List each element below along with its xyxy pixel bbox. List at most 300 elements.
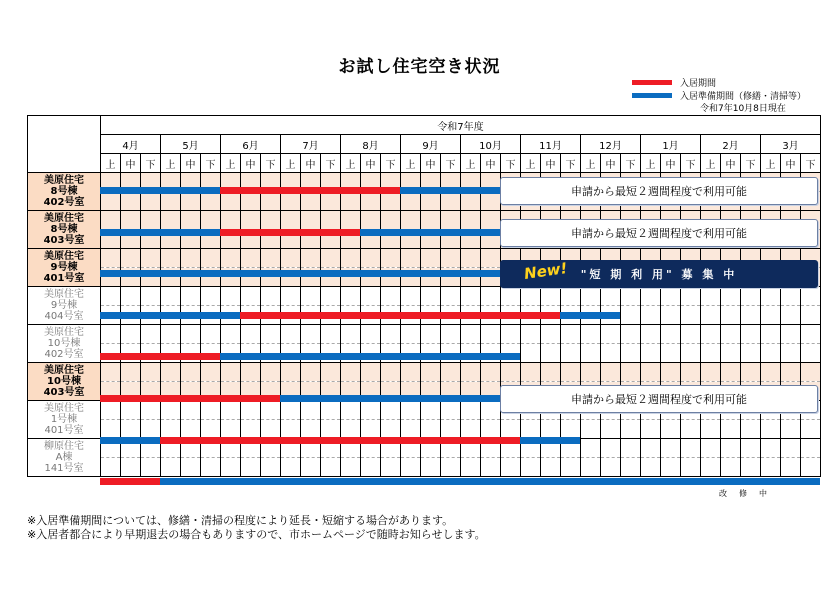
schedule-cell bbox=[781, 287, 801, 306]
schedule-cell bbox=[521, 458, 541, 477]
schedule-cell bbox=[361, 363, 381, 382]
schedule-cell bbox=[341, 363, 361, 382]
schedule-cell bbox=[701, 363, 721, 382]
schedule-cell bbox=[561, 420, 581, 439]
schedule-cell bbox=[741, 382, 761, 401]
schedule-grid bbox=[27, 115, 821, 477]
schedule-cell bbox=[321, 211, 341, 230]
schedule-cell bbox=[321, 325, 341, 344]
schedule-cell bbox=[321, 401, 341, 420]
schedule-cell bbox=[541, 363, 561, 382]
schedule-cell bbox=[301, 268, 321, 287]
schedule-cell bbox=[361, 344, 381, 363]
schedule-cell bbox=[281, 401, 301, 420]
schedule-cell bbox=[101, 325, 121, 344]
schedule-cell bbox=[681, 439, 701, 458]
schedule-cell bbox=[681, 420, 701, 439]
schedule-cell bbox=[541, 382, 561, 401]
schedule-cell bbox=[721, 211, 741, 230]
schedule-cell bbox=[181, 439, 201, 458]
schedule-cell bbox=[661, 363, 681, 382]
schedule-cell bbox=[481, 268, 501, 287]
schedule-cell bbox=[501, 439, 521, 458]
period-header: 上 bbox=[641, 154, 661, 173]
schedule-cell bbox=[461, 306, 481, 325]
schedule-cell bbox=[761, 306, 781, 325]
schedule-cell bbox=[521, 344, 541, 363]
schedule-cell bbox=[621, 249, 641, 268]
schedule-cell bbox=[261, 382, 281, 401]
schedule-cell bbox=[681, 401, 701, 420]
schedule-cell bbox=[141, 439, 161, 458]
unit-label bbox=[28, 287, 101, 325]
schedule-cell bbox=[521, 211, 541, 230]
schedule-cell bbox=[701, 211, 721, 230]
schedule-cell bbox=[281, 382, 301, 401]
period-header: 中 bbox=[121, 154, 141, 173]
schedule-cell bbox=[721, 268, 741, 287]
schedule-cell bbox=[181, 249, 201, 268]
schedule-cell bbox=[581, 306, 601, 325]
schedule-cell bbox=[321, 173, 341, 192]
schedule-cell bbox=[501, 420, 521, 439]
schedule-cell bbox=[681, 173, 701, 192]
schedule-cell bbox=[641, 439, 661, 458]
schedule-cell bbox=[761, 344, 781, 363]
schedule-cell bbox=[141, 268, 161, 287]
short-term-banner: "短 期 利 用" 募 集 中 bbox=[500, 260, 818, 288]
schedule-cell bbox=[221, 458, 241, 477]
schedule-cell bbox=[361, 230, 381, 249]
schedule-cell bbox=[401, 458, 421, 477]
schedule-cell bbox=[561, 344, 581, 363]
schedule-cell bbox=[261, 458, 281, 477]
schedule-cell bbox=[721, 192, 741, 211]
new-badge: New! bbox=[522, 259, 569, 284]
schedule-cell bbox=[781, 192, 801, 211]
schedule-cell bbox=[341, 306, 361, 325]
schedule-cell bbox=[601, 439, 621, 458]
schedule-cell bbox=[741, 401, 761, 420]
schedule-cell bbox=[401, 439, 421, 458]
schedule-cell bbox=[401, 192, 421, 211]
schedule-cell bbox=[261, 439, 281, 458]
schedule-cell bbox=[401, 230, 421, 249]
unit-label bbox=[28, 173, 101, 211]
schedule-cell bbox=[421, 458, 441, 477]
schedule-cell bbox=[681, 192, 701, 211]
schedule-cell bbox=[441, 173, 461, 192]
schedule-cell bbox=[781, 249, 801, 268]
schedule-cell bbox=[201, 230, 221, 249]
schedule-cell bbox=[801, 306, 821, 325]
schedule-cell bbox=[141, 173, 161, 192]
period-header: 中 bbox=[421, 154, 441, 173]
schedule-cell bbox=[121, 458, 141, 477]
schedule-cell bbox=[341, 268, 361, 287]
schedule-cell bbox=[741, 211, 761, 230]
schedule-cell bbox=[221, 268, 241, 287]
schedule-cell bbox=[241, 420, 261, 439]
schedule-cell bbox=[581, 211, 601, 230]
renovation-char-2: 修 bbox=[739, 489, 747, 498]
renovation-char-3: 中 bbox=[759, 489, 767, 498]
schedule-cell bbox=[161, 401, 181, 420]
unit-label-line: 141号室 bbox=[44, 463, 84, 474]
schedule-cell bbox=[681, 382, 701, 401]
schedule-cell bbox=[681, 211, 701, 230]
availability-note: 申請から最短２週間程度で利用可能 bbox=[500, 219, 818, 247]
unit-label-line: 9号棟 bbox=[50, 262, 78, 273]
schedule-cell bbox=[421, 230, 441, 249]
unit-label bbox=[28, 249, 101, 287]
schedule-cell bbox=[241, 287, 261, 306]
schedule-cell bbox=[601, 230, 621, 249]
period-header: 下 bbox=[561, 154, 581, 173]
schedule-cell bbox=[561, 173, 581, 192]
schedule-cell bbox=[101, 420, 121, 439]
schedule-cell bbox=[801, 211, 821, 230]
schedule-cell bbox=[121, 173, 141, 192]
schedule-cell bbox=[381, 192, 401, 211]
schedule-cell bbox=[721, 401, 741, 420]
schedule-cell bbox=[641, 211, 661, 230]
schedule-cell bbox=[621, 211, 641, 230]
schedule-cell bbox=[341, 325, 361, 344]
schedule-cell bbox=[381, 173, 401, 192]
schedule-cell bbox=[441, 420, 461, 439]
period-header: 下 bbox=[261, 154, 281, 173]
schedule-cell bbox=[661, 249, 681, 268]
schedule-cell bbox=[341, 420, 361, 439]
schedule-cell bbox=[441, 344, 461, 363]
schedule-cell bbox=[101, 230, 121, 249]
schedule-cell bbox=[581, 401, 601, 420]
schedule-cell bbox=[201, 211, 221, 230]
schedule-cell bbox=[241, 439, 261, 458]
schedule-cell bbox=[581, 382, 601, 401]
schedule-cell bbox=[181, 344, 201, 363]
schedule-cell bbox=[241, 458, 261, 477]
schedule-cell bbox=[521, 420, 541, 439]
schedule-cell bbox=[801, 382, 821, 401]
schedule-cell bbox=[581, 192, 601, 211]
schedule-cell bbox=[781, 230, 801, 249]
schedule-cell bbox=[621, 230, 641, 249]
schedule-cell bbox=[661, 173, 681, 192]
unit-label bbox=[28, 211, 101, 249]
schedule-cell bbox=[341, 401, 361, 420]
month-header: 12月 bbox=[581, 135, 641, 154]
schedule-cell bbox=[481, 382, 501, 401]
schedule-cell bbox=[441, 249, 461, 268]
schedule-cell bbox=[141, 287, 161, 306]
schedule-cell bbox=[301, 192, 321, 211]
schedule-cell bbox=[321, 382, 341, 401]
schedule-cell bbox=[221, 382, 241, 401]
schedule-cell bbox=[741, 344, 761, 363]
schedule-cell bbox=[361, 173, 381, 192]
schedule-cell bbox=[621, 192, 641, 211]
schedule-cell bbox=[701, 287, 721, 306]
schedule-cell bbox=[481, 249, 501, 268]
schedule-cell bbox=[701, 306, 721, 325]
period-header: 上 bbox=[761, 154, 781, 173]
schedule-cell bbox=[641, 401, 661, 420]
unit-label-line: 8号棟 bbox=[50, 186, 78, 197]
schedule-cell bbox=[221, 287, 241, 306]
period-header: 下 bbox=[501, 154, 521, 173]
schedule-cell bbox=[241, 325, 261, 344]
schedule-cell bbox=[741, 287, 761, 306]
schedule-cell bbox=[261, 249, 281, 268]
schedule-cell bbox=[481, 458, 501, 477]
schedule-cell bbox=[641, 363, 661, 382]
schedule-cell bbox=[261, 344, 281, 363]
schedule-cell bbox=[241, 382, 261, 401]
schedule-cell bbox=[221, 401, 241, 420]
schedule-cell bbox=[541, 344, 561, 363]
schedule-cell bbox=[141, 382, 161, 401]
schedule-cell bbox=[721, 439, 741, 458]
unit-label-line: A棟 bbox=[55, 452, 73, 463]
schedule-cell bbox=[501, 306, 521, 325]
schedule-cell bbox=[181, 420, 201, 439]
schedule-cell bbox=[601, 192, 621, 211]
schedule-cell bbox=[661, 401, 681, 420]
schedule-cell bbox=[101, 249, 121, 268]
schedule-cell bbox=[381, 420, 401, 439]
schedule-cell bbox=[621, 306, 641, 325]
schedule-cell bbox=[301, 401, 321, 420]
schedule-cell bbox=[761, 439, 781, 458]
schedule-cell bbox=[201, 325, 221, 344]
schedule-cell bbox=[801, 230, 821, 249]
schedule-cell bbox=[301, 249, 321, 268]
unit-label-line: 美原住宅 bbox=[44, 175, 84, 186]
schedule-cell bbox=[521, 306, 541, 325]
month-header: 11月 bbox=[521, 135, 581, 154]
schedule-cell bbox=[241, 401, 261, 420]
schedule-cell bbox=[801, 325, 821, 344]
footer-note-1: ※入居準備期間については、修繕・清掃の程度により延長・短縮する場合があります。 bbox=[27, 514, 454, 527]
schedule-cell bbox=[401, 401, 421, 420]
schedule-cell bbox=[561, 211, 581, 230]
schedule-cell bbox=[321, 344, 341, 363]
schedule-cell bbox=[161, 306, 181, 325]
schedule-cell bbox=[281, 268, 301, 287]
schedule-cell bbox=[321, 458, 341, 477]
schedule-cell bbox=[201, 287, 221, 306]
schedule-cell bbox=[661, 287, 681, 306]
unit-label-line: 401号室 bbox=[43, 273, 85, 284]
schedule-cell bbox=[721, 325, 741, 344]
schedule-cell bbox=[101, 439, 121, 458]
schedule-cell bbox=[541, 192, 561, 211]
period-header: 中 bbox=[661, 154, 681, 173]
schedule-cell bbox=[681, 230, 701, 249]
period-header: 上 bbox=[221, 154, 241, 173]
schedule-cell bbox=[161, 287, 181, 306]
schedule-cell bbox=[641, 325, 661, 344]
schedule-cell bbox=[581, 344, 601, 363]
schedule-cell bbox=[701, 173, 721, 192]
schedule-cell bbox=[781, 363, 801, 382]
schedule-cell bbox=[621, 363, 641, 382]
schedule-cell bbox=[341, 439, 361, 458]
month-header: 3月 bbox=[761, 135, 821, 154]
schedule-cell bbox=[681, 268, 701, 287]
unit-label-line: 柳原住宅 bbox=[44, 441, 84, 452]
schedule-cell bbox=[401, 173, 421, 192]
schedule-cell bbox=[141, 306, 161, 325]
schedule-cell bbox=[221, 230, 241, 249]
schedule-cell bbox=[421, 287, 441, 306]
schedule-cell bbox=[121, 306, 141, 325]
schedule-cell bbox=[541, 439, 561, 458]
schedule-cell bbox=[141, 211, 161, 230]
schedule-cell bbox=[461, 230, 481, 249]
schedule-cell bbox=[501, 287, 521, 306]
schedule-cell bbox=[161, 249, 181, 268]
schedule-cell bbox=[161, 211, 181, 230]
schedule-cell bbox=[721, 458, 741, 477]
schedule-cell bbox=[621, 401, 641, 420]
schedule-cell bbox=[281, 420, 301, 439]
schedule-cell bbox=[561, 287, 581, 306]
schedule-cell bbox=[421, 192, 441, 211]
schedule-cell bbox=[121, 344, 141, 363]
schedule-cell bbox=[161, 420, 181, 439]
schedule-cell bbox=[201, 192, 221, 211]
unit-label-line: 404号室 bbox=[44, 311, 84, 322]
schedule-cell bbox=[421, 401, 441, 420]
legend-red-swatch bbox=[632, 80, 672, 85]
schedule-cell bbox=[241, 306, 261, 325]
schedule-cell bbox=[661, 192, 681, 211]
schedule-cell bbox=[401, 211, 421, 230]
schedule-cell bbox=[361, 268, 381, 287]
schedule-cell bbox=[301, 344, 321, 363]
schedule-cell bbox=[801, 249, 821, 268]
schedule-cell bbox=[621, 382, 641, 401]
unit-label-line: 美原住宅 bbox=[44, 251, 84, 262]
schedule-cell bbox=[701, 344, 721, 363]
schedule-cell bbox=[181, 173, 201, 192]
schedule-cell bbox=[721, 382, 741, 401]
schedule-cell bbox=[341, 211, 361, 230]
schedule-cell bbox=[561, 363, 581, 382]
schedule-cell bbox=[141, 192, 161, 211]
schedule-cell bbox=[461, 382, 481, 401]
unit-label bbox=[28, 439, 101, 477]
schedule-cell bbox=[201, 363, 221, 382]
schedule-cell bbox=[601, 382, 621, 401]
period-header: 上 bbox=[281, 154, 301, 173]
schedule-cell bbox=[741, 230, 761, 249]
schedule-cell bbox=[101, 458, 121, 477]
schedule-cell bbox=[461, 287, 481, 306]
schedule-cell bbox=[581, 287, 601, 306]
period-header: 下 bbox=[621, 154, 641, 173]
period-header: 上 bbox=[341, 154, 361, 173]
schedule-cell bbox=[561, 439, 581, 458]
period-header: 中 bbox=[301, 154, 321, 173]
schedule-cell bbox=[101, 306, 121, 325]
schedule-cell bbox=[281, 249, 301, 268]
schedule-cell bbox=[661, 344, 681, 363]
period-header: 上 bbox=[521, 154, 541, 173]
period-header: 上 bbox=[461, 154, 481, 173]
schedule-cell bbox=[301, 287, 321, 306]
schedule-cell bbox=[701, 439, 721, 458]
schedule-cell bbox=[101, 363, 121, 382]
schedule-cell bbox=[641, 230, 661, 249]
schedule-cell bbox=[401, 268, 421, 287]
schedule-cell bbox=[461, 439, 481, 458]
schedule-cell bbox=[701, 230, 721, 249]
schedule-cell bbox=[141, 363, 161, 382]
schedule-cell bbox=[401, 306, 421, 325]
schedule-cell bbox=[121, 325, 141, 344]
schedule-cell bbox=[761, 268, 781, 287]
schedule-cell bbox=[661, 211, 681, 230]
schedule-cell bbox=[661, 306, 681, 325]
schedule-cell bbox=[261, 420, 281, 439]
schedule-cell bbox=[441, 268, 461, 287]
availability-note: 申請から最短２週間程度で利用可能 bbox=[500, 385, 818, 413]
schedule-cell bbox=[521, 382, 541, 401]
schedule-cell bbox=[261, 401, 281, 420]
schedule-cell bbox=[421, 382, 441, 401]
schedule-cell bbox=[801, 439, 821, 458]
schedule-cell bbox=[321, 439, 341, 458]
schedule-cell bbox=[381, 287, 401, 306]
period-header: 上 bbox=[401, 154, 421, 173]
schedule-cell bbox=[421, 325, 441, 344]
schedule-cell bbox=[441, 306, 461, 325]
schedule-cell bbox=[741, 439, 761, 458]
schedule-cell bbox=[461, 268, 481, 287]
schedule-cell bbox=[641, 173, 661, 192]
schedule-cell bbox=[421, 420, 441, 439]
schedule-cell bbox=[801, 458, 821, 477]
schedule-cell bbox=[301, 363, 321, 382]
schedule-cell bbox=[261, 230, 281, 249]
schedule-cell bbox=[281, 173, 301, 192]
schedule-cell bbox=[481, 401, 501, 420]
schedule-cell bbox=[781, 382, 801, 401]
schedule-cell bbox=[121, 192, 141, 211]
schedule-cell bbox=[681, 325, 701, 344]
schedule-cell bbox=[321, 192, 341, 211]
month-header: 9月 bbox=[401, 135, 461, 154]
schedule-cell bbox=[441, 382, 461, 401]
schedule-cell bbox=[681, 306, 701, 325]
schedule-cell bbox=[641, 420, 661, 439]
period-header: 上 bbox=[101, 154, 121, 173]
schedule-cell bbox=[421, 211, 441, 230]
schedule-cell bbox=[481, 344, 501, 363]
schedule-cell bbox=[281, 306, 301, 325]
schedule-cell bbox=[381, 306, 401, 325]
period-header: 中 bbox=[541, 154, 561, 173]
schedule-cell bbox=[541, 230, 561, 249]
schedule-cell bbox=[161, 268, 181, 287]
schedule-cell bbox=[201, 458, 221, 477]
schedule-cell bbox=[621, 458, 641, 477]
schedule-cell bbox=[361, 325, 381, 344]
